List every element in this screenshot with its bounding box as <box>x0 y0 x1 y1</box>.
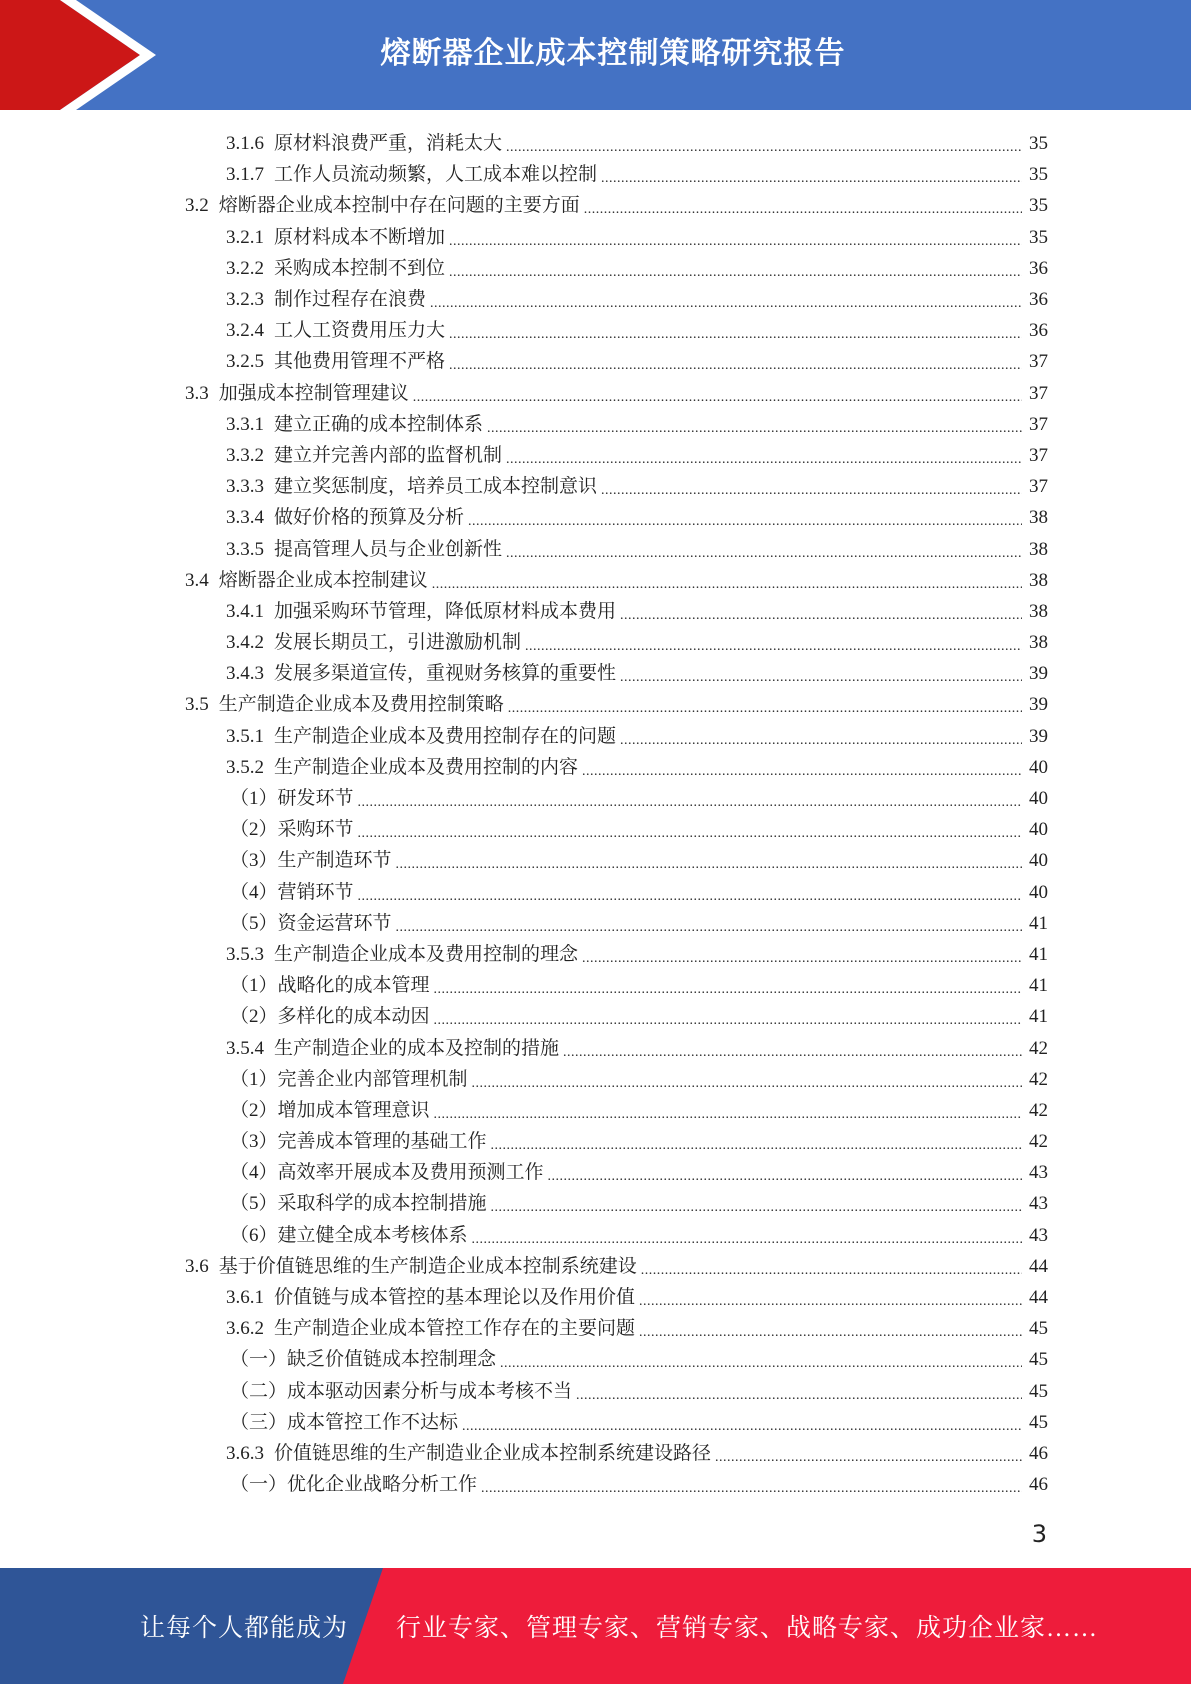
toc-dot-leader <box>500 1352 1022 1371</box>
footer-slogan-right: 行业专家、管理专家、营销专家、战略专家、成功企业家…… <box>396 1615 1099 1642</box>
toc-entry-title: 工作人员流动频繁，人工成本难以控制 <box>274 164 598 186</box>
toc-entry[interactable] <box>0 1220 1191 1251</box>
toc-dot-leader <box>396 916 1022 935</box>
toc-entry-title: （6）建立健全成本考核体系 <box>230 1224 468 1246</box>
toc-entry-title: （2）采购环节 <box>230 819 354 841</box>
toc-entry-title: （2）增加成本管理意识 <box>230 1099 430 1121</box>
toc-entry-page: 37 <box>1029 444 1048 466</box>
toc-entry-number: 3.3.2 <box>226 444 264 466</box>
toc-dot-leader <box>481 1477 1022 1496</box>
toc-entry-page: 41 <box>1029 975 1048 997</box>
toc-entry[interactable] <box>0 1469 1191 1500</box>
toc-entry[interactable] <box>0 1313 1191 1344</box>
toc-entry-title: （4）高效率开展成本及费用预测工作 <box>230 1162 544 1184</box>
toc-entry-number: 3.4.2 <box>226 632 264 654</box>
toc-entry-number: 3.6.3 <box>226 1442 264 1464</box>
toc-dot-leader <box>639 1290 1022 1309</box>
toc-entry-page: 39 <box>1029 663 1048 685</box>
toc-entry[interactable] <box>0 1126 1191 1157</box>
toc-entry-number: 3.5.2 <box>226 756 264 778</box>
toc-entry-title: 生产制造企业成本及费用控制策略 <box>218 694 504 716</box>
toc-dot-leader <box>576 1384 1022 1403</box>
toc-entry[interactable] <box>0 970 1191 1001</box>
toc-entry-title: 其他费用管理不严格 <box>274 351 446 373</box>
toc-dot-leader <box>582 947 1022 966</box>
toc-dot-leader <box>468 510 1022 529</box>
toc-entry[interactable] <box>0 721 1191 752</box>
toc-entry-page: 41 <box>1029 1006 1048 1028</box>
toc-entry-page: 35 <box>1029 195 1048 217</box>
toc-entry-title: 生产制造企业成本及费用控制存在的问题 <box>274 725 617 747</box>
toc-entry-number: 3.2.5 <box>226 351 264 373</box>
toc-dot-leader <box>601 479 1022 498</box>
toc-entry[interactable] <box>0 128 1191 159</box>
toc-entry-number: 3.4 <box>185 569 209 591</box>
toc-entry[interactable] <box>0 533 1191 564</box>
toc-dot-leader <box>601 167 1022 186</box>
toc-dot-leader <box>449 354 1022 373</box>
footer-banner <box>0 1568 1191 1684</box>
toc-entry-number: 3.2.2 <box>226 257 264 279</box>
toc-entry[interactable] <box>0 222 1191 253</box>
toc-dot-leader <box>582 760 1022 779</box>
toc-entry-title: 做好价格的预算及分析 <box>274 507 465 529</box>
toc-entry-number: 3.6.2 <box>226 1318 264 1340</box>
toc-entry-page: 39 <box>1029 725 1048 747</box>
toc-entry-title: （一）优化企业战略分析工作 <box>230 1474 478 1496</box>
toc-dot-leader <box>449 323 1022 342</box>
toc-entry[interactable] <box>0 1344 1191 1375</box>
toc-entry-number: 3.2.3 <box>226 289 264 311</box>
table-of-contents <box>0 128 1191 1500</box>
toc-entry-page: 40 <box>1029 788 1048 810</box>
toc-entry-title: 工人工资费用压力大 <box>274 320 446 342</box>
toc-entry-title: （1）战略化的成本管理 <box>230 975 430 997</box>
toc-entry-page: 43 <box>1029 1193 1048 1215</box>
toc-entry-title: 熔断器企业成本控制中存在问题的主要方面 <box>218 195 580 217</box>
toc-entry-page: 35 <box>1029 164 1048 186</box>
toc-entry[interactable] <box>0 783 1191 814</box>
toc-entry-title: （5）采取科学的成本控制措施 <box>230 1193 487 1215</box>
toc-dot-leader <box>358 885 1022 904</box>
toc-dot-leader <box>472 1072 1022 1091</box>
toc-entry[interactable] <box>0 627 1191 658</box>
toc-dot-leader <box>430 292 1022 311</box>
toc-dot-leader <box>358 791 1022 810</box>
toc-entry-title: 生产制造企业的成本及控制的措施 <box>274 1037 560 1059</box>
toc-entry[interactable] <box>0 1438 1191 1469</box>
toc-entry[interactable] <box>0 1032 1191 1063</box>
toc-entry-page: 40 <box>1029 756 1048 778</box>
toc-entry-page: 44 <box>1029 1287 1048 1309</box>
toc-entry[interactable] <box>0 440 1191 471</box>
toc-entry-title: （3）生产制造环节 <box>230 850 392 872</box>
toc-dot-leader <box>620 666 1022 685</box>
toc-entry-title: 制作过程存在浪费 <box>274 289 427 311</box>
toc-entry[interactable] <box>0 1251 1191 1282</box>
toc-dot-leader <box>620 604 1022 623</box>
toc-entry-title: 原材料浪费严重，消耗太大 <box>274 133 503 155</box>
toc-entry[interactable] <box>0 315 1191 346</box>
toc-entry[interactable] <box>0 596 1191 627</box>
toc-entry-page: 35 <box>1029 133 1048 155</box>
toc-entry-number: 3.4.1 <box>226 600 264 622</box>
toc-entry-title: （3）完善成本管理的基础工作 <box>230 1131 487 1153</box>
toc-entry-number: 3.6.1 <box>226 1287 264 1309</box>
toc-entry-page: 38 <box>1029 632 1048 654</box>
toc-entry-title: 建立正确的成本控制体系 <box>274 413 484 435</box>
toc-entry-number: 3.6 <box>185 1255 209 1277</box>
toc-dot-leader <box>491 1134 1022 1153</box>
toc-entry[interactable] <box>0 378 1191 409</box>
toc-entry[interactable] <box>0 658 1191 689</box>
toc-entry-title: 提高管理人员与企业创新性 <box>274 538 503 560</box>
toc-entry-title: 熔断器企业成本控制建议 <box>218 569 428 591</box>
toc-entry[interactable] <box>0 253 1191 284</box>
toc-dot-leader <box>434 978 1022 997</box>
toc-entry-title: 基于价值链思维的生产制造企业成本控制系统建设 <box>218 1255 637 1277</box>
toc-entry[interactable] <box>0 1376 1191 1407</box>
toc-entry-page: 46 <box>1029 1474 1048 1496</box>
toc-entry[interactable] <box>0 939 1191 970</box>
toc-entry-number: 3.3 <box>185 382 209 404</box>
toc-entry-number: 3.2.4 <box>226 320 264 342</box>
toc-entry-page: 40 <box>1029 850 1048 872</box>
toc-entry-page: 43 <box>1029 1224 1048 1246</box>
toc-entry-page: 41 <box>1029 943 1048 965</box>
document-title: 熔断器企业成本控制策略研究报告 <box>380 36 846 71</box>
toc-entry[interactable] <box>0 877 1191 908</box>
toc-entry-title: 建立奖惩制度，培养员工成本控制意识 <box>274 476 598 498</box>
toc-entry-page: 44 <box>1029 1255 1048 1277</box>
toc-entry[interactable] <box>0 284 1191 315</box>
toc-entry[interactable] <box>0 409 1191 440</box>
toc-entry[interactable] <box>0 1001 1191 1032</box>
toc-entry[interactable] <box>0 814 1191 845</box>
toc-entry-title: 采购成本控制不到位 <box>274 257 446 279</box>
toc-entry-title: （1）完善企业内部管理机制 <box>230 1068 468 1090</box>
toc-entry-page: 45 <box>1029 1411 1048 1433</box>
toc-entry[interactable] <box>0 689 1191 720</box>
toc-dot-leader <box>639 1321 1022 1340</box>
toc-dot-leader <box>462 1415 1022 1434</box>
toc-entry[interactable] <box>0 1064 1191 1095</box>
toc-entry-number: 3.2.1 <box>226 226 264 248</box>
toc-entry-page: 42 <box>1029 1068 1048 1090</box>
toc-entry-title: （4）营销环节 <box>230 881 354 903</box>
toc-dot-leader <box>449 261 1022 280</box>
toc-entry[interactable] <box>0 471 1191 502</box>
toc-entry-title: 加强成本控制管理建议 <box>218 382 409 404</box>
page-number: 3 <box>1031 1520 1047 1548</box>
toc-entry-page: 36 <box>1029 257 1048 279</box>
toc-entry-title: （1）研发环节 <box>230 788 354 810</box>
toc-entry-number: 3.2 <box>185 195 209 217</box>
toc-dot-leader <box>563 1041 1022 1060</box>
toc-entry-page: 46 <box>1029 1442 1048 1464</box>
toc-entry-number: 3.1.6 <box>226 133 264 155</box>
toc-dot-leader <box>434 1009 1022 1028</box>
toc-entry-page: 45 <box>1029 1380 1048 1402</box>
toc-dot-leader <box>472 1228 1022 1247</box>
toc-dot-leader <box>358 822 1022 841</box>
toc-entry-page: 37 <box>1029 413 1048 435</box>
toc-dot-leader <box>548 1165 1022 1184</box>
toc-entry[interactable] <box>0 190 1191 221</box>
toc-entry-number: 3.1.7 <box>226 164 264 186</box>
toc-entry[interactable] <box>0 1157 1191 1188</box>
toc-dot-leader <box>449 230 1022 249</box>
toc-dot-leader <box>641 1259 1022 1278</box>
toc-entry-title: 建立并完善内部的监督机制 <box>274 444 503 466</box>
toc-dot-leader <box>508 697 1022 716</box>
toc-entry-page: 38 <box>1029 569 1048 591</box>
toc-dot-leader <box>506 448 1022 467</box>
toc-entry-page: 40 <box>1029 819 1048 841</box>
toc-entry-number: 3.3.3 <box>226 476 264 498</box>
toc-entry-page: 42 <box>1029 1131 1048 1153</box>
toc-entry-page: 39 <box>1029 694 1048 716</box>
toc-entry-page: 45 <box>1029 1349 1048 1371</box>
toc-entry-number: 3.4.3 <box>226 663 264 685</box>
toc-entry-title: 加强采购环节管理，降低原材料成本费用 <box>274 600 617 622</box>
toc-entry-page: 42 <box>1029 1099 1048 1121</box>
toc-entry-page: 38 <box>1029 538 1048 560</box>
toc-entry-title: （2）多样化的成本动因 <box>230 1006 430 1028</box>
toc-entry-title: 价值链与成本管控的基本理论以及作用价值 <box>274 1287 636 1309</box>
toc-entry-page: 37 <box>1029 382 1048 404</box>
toc-dot-leader <box>487 417 1022 436</box>
toc-entry[interactable] <box>0 1407 1191 1438</box>
toc-dot-leader <box>715 1446 1022 1465</box>
toc-entry-title: 生产制造企业成本管控工作存在的主要问题 <box>274 1318 636 1340</box>
toc-entry-number: 3.3.4 <box>226 507 264 529</box>
toc-entry[interactable] <box>0 502 1191 533</box>
toc-entry-number: 3.5.3 <box>226 943 264 965</box>
toc-entry-page: 38 <box>1029 600 1048 622</box>
toc-entry[interactable] <box>0 159 1191 190</box>
toc-dot-leader <box>620 729 1022 748</box>
toc-entry-title: 发展长期员工，引进激励机制 <box>274 632 522 654</box>
toc-entry-number: 3.3.5 <box>226 538 264 560</box>
toc-entry[interactable] <box>0 1188 1191 1219</box>
toc-entry[interactable] <box>0 908 1191 939</box>
header-banner <box>0 0 1191 110</box>
toc-entry-page: 42 <box>1029 1037 1048 1059</box>
toc-entry-page: 40 <box>1029 881 1048 903</box>
toc-entry-page: 43 <box>1029 1162 1048 1184</box>
toc-entry-page: 36 <box>1029 320 1048 342</box>
toc-entry-number: 3.5.4 <box>226 1037 264 1059</box>
toc-entry-title: 原材料成本不断增加 <box>274 226 446 248</box>
toc-entry-title: （三）成本管控工作不达标 <box>230 1411 459 1433</box>
toc-dot-leader <box>413 386 1022 405</box>
toc-entry-page: 38 <box>1029 507 1048 529</box>
toc-dot-leader <box>434 1103 1022 1122</box>
toc-entry-page: 35 <box>1029 226 1048 248</box>
toc-dot-leader <box>506 542 1022 561</box>
toc-entry-title: （5）资金运营环节 <box>230 912 392 934</box>
toc-entry-title: 生产制造企业成本及费用控制的理念 <box>274 943 579 965</box>
toc-dot-leader <box>491 1196 1022 1215</box>
toc-entry-page: 37 <box>1029 476 1048 498</box>
toc-entry[interactable] <box>0 845 1191 876</box>
toc-dot-leader <box>506 136 1022 155</box>
toc-entry-title: （一）缺乏价值链成本控制理念 <box>230 1349 497 1371</box>
toc-entry-page: 36 <box>1029 289 1048 311</box>
toc-entry-title: 发展多渠道宣传，重视财务核算的重要性 <box>274 663 617 685</box>
toc-entry-page: 37 <box>1029 351 1048 373</box>
toc-entry-number: 3.5 <box>185 694 209 716</box>
toc-entry[interactable] <box>0 565 1191 596</box>
toc-entry[interactable] <box>0 346 1191 377</box>
toc-entry[interactable] <box>0 752 1191 783</box>
footer-slogan-left: 让每个人都能成为 <box>140 1615 349 1642</box>
toc-entry[interactable] <box>0 1282 1191 1313</box>
toc-entry[interactable] <box>0 1095 1191 1126</box>
toc-entry-title: （二）成本驱动因素分析与成本考核不当 <box>230 1380 573 1402</box>
toc-entry-number: 3.5.1 <box>226 725 264 747</box>
toc-entry-title: 价值链思维的生产制造业企业成本控制系统建设路径 <box>274 1442 712 1464</box>
toc-dot-leader <box>396 853 1022 872</box>
toc-dot-leader <box>432 573 1022 592</box>
toc-entry-number: 3.3.1 <box>226 413 264 435</box>
toc-entry-page: 45 <box>1029 1318 1048 1340</box>
toc-entry-title: 生产制造企业成本及费用控制的内容 <box>274 756 579 778</box>
toc-entry-page: 41 <box>1029 912 1048 934</box>
toc-dot-leader <box>584 198 1022 217</box>
toc-dot-leader <box>525 635 1022 654</box>
